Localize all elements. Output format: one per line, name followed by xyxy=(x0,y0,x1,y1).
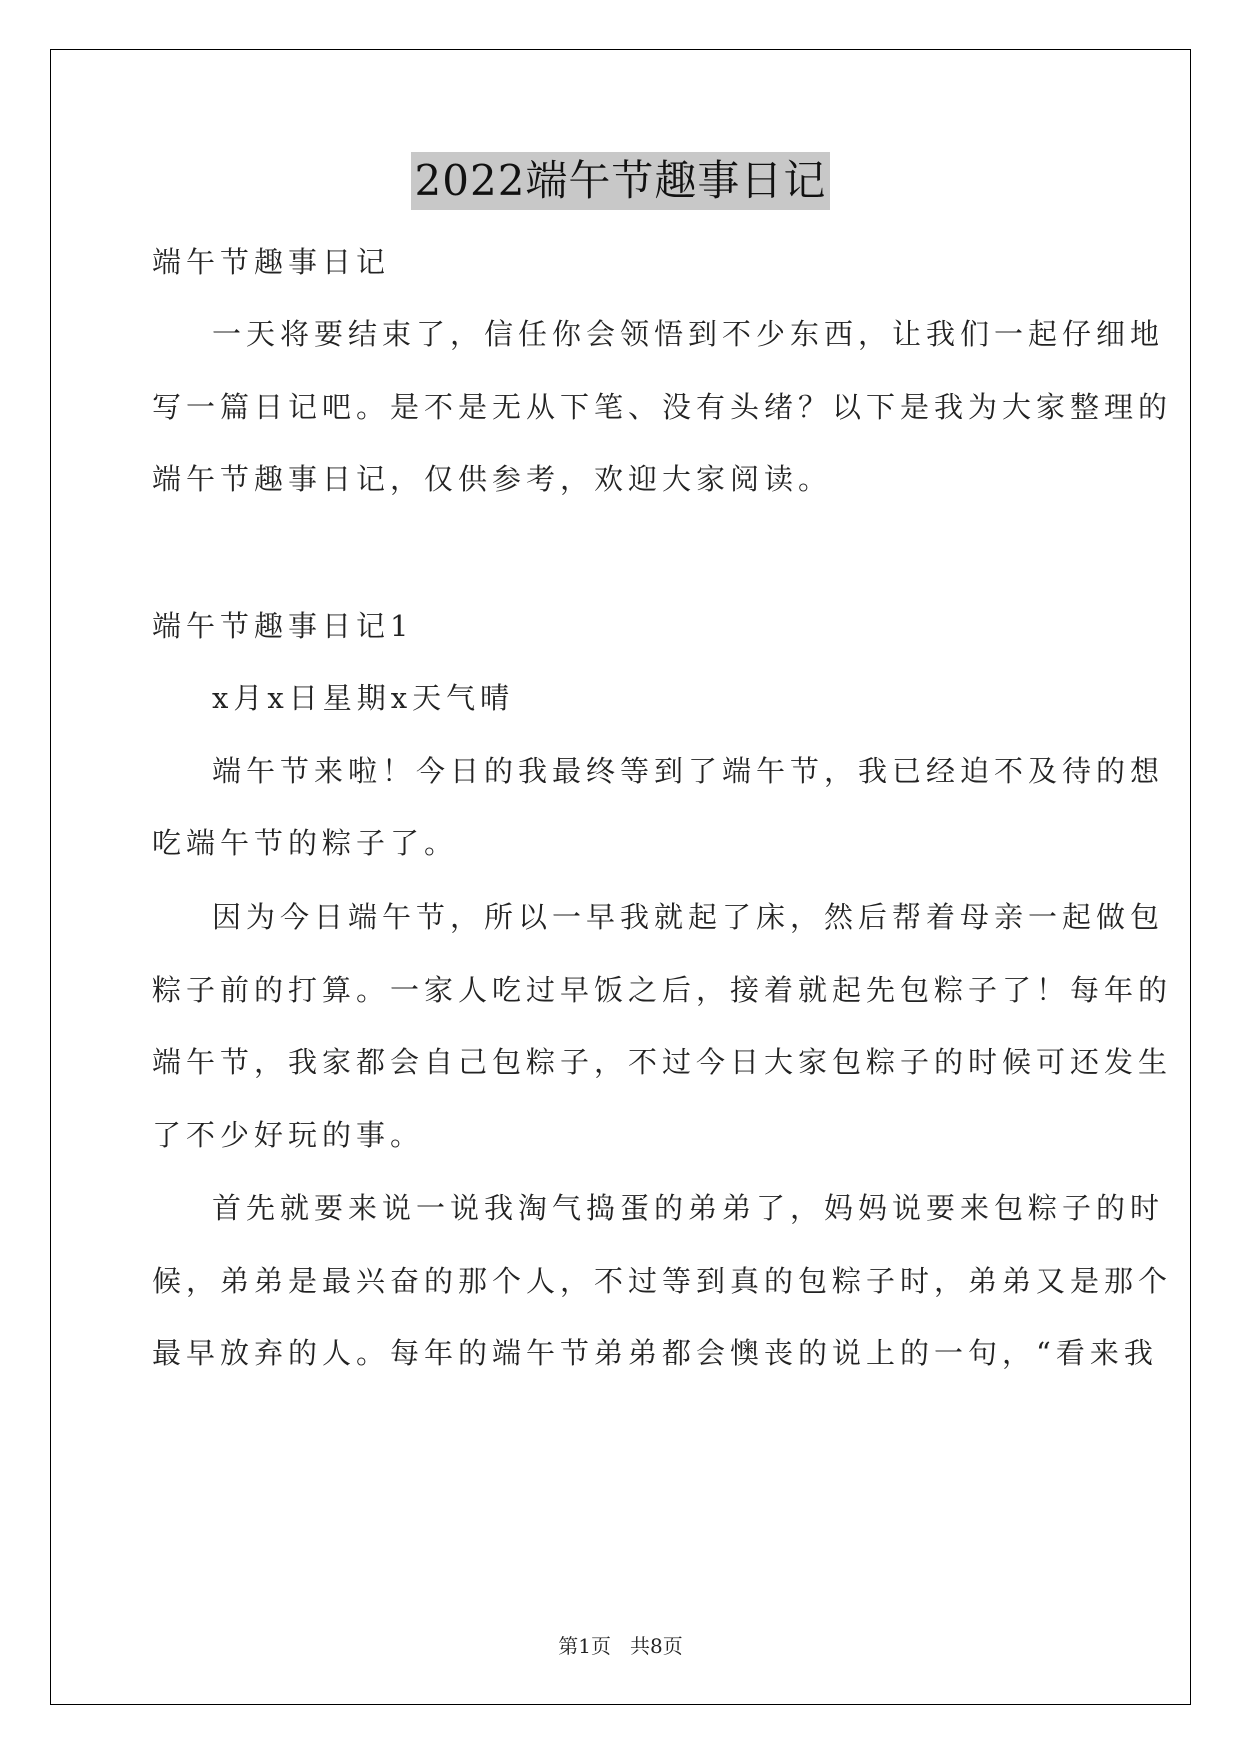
paragraph-2-line-3: 端午节，我家都会自己包粽子，不过今日大家包粽子的时候可还发生 xyxy=(152,1045,1173,1079)
intro-line-2: 写一篇日记吧。是不是无从下笔、没有头绪？以下是我为大家整理的 xyxy=(152,390,1173,424)
intro-line-1: 一天将要结束了，信任你会领悟到不少东西，让我们一起仔细地 xyxy=(212,317,1165,351)
paragraph-3-line-3: 最早放弃的人。每年的端午节弟弟都会懊丧的说上的一句，“看来我 xyxy=(152,1336,1158,1370)
section-heading: 端午节趣事日记1 xyxy=(152,609,414,643)
paragraph-2-line-4: 了不少好玩的事。 xyxy=(152,1118,425,1152)
paragraph-3-line-1: 首先就要来说一说我淘气捣蛋的弟弟了，妈妈说要来包粽子的时 xyxy=(212,1191,1165,1225)
document-title-wrapper xyxy=(0,152,1241,210)
paragraph-1-line-2: 吃端午节的粽子了。 xyxy=(152,826,459,860)
page-footer: 第1页 共8页 xyxy=(558,1634,683,1658)
paragraph-2-line-2: 粽子前的打算。一家人吃过早饭之后，接着就起先包粽子了！每年的 xyxy=(152,973,1173,1007)
paragraph-1-line-1: 端午节来啦！今日的我最终等到了端午节，我已经迫不及待的想 xyxy=(212,754,1165,788)
document-title: 2022端午节趣事日记 xyxy=(411,152,831,210)
subtitle-line: 端午节趣事日记 xyxy=(152,245,391,279)
paragraph-3-line-2: 候，弟弟是最兴奋的那个人，不过等到真的包粽子时，弟弟又是那个 xyxy=(152,1264,1173,1298)
paragraph-2-line-1: 因为今日端午节，所以一早我就起了床，然后帮着母亲一起做包 xyxy=(212,900,1165,934)
page-border xyxy=(50,49,1191,1705)
intro-line-3: 端午节趣事日记，仅供参考，欢迎大家阅读。 xyxy=(152,462,833,496)
date-weather-line: x月x日星期x天气晴 xyxy=(212,681,515,715)
